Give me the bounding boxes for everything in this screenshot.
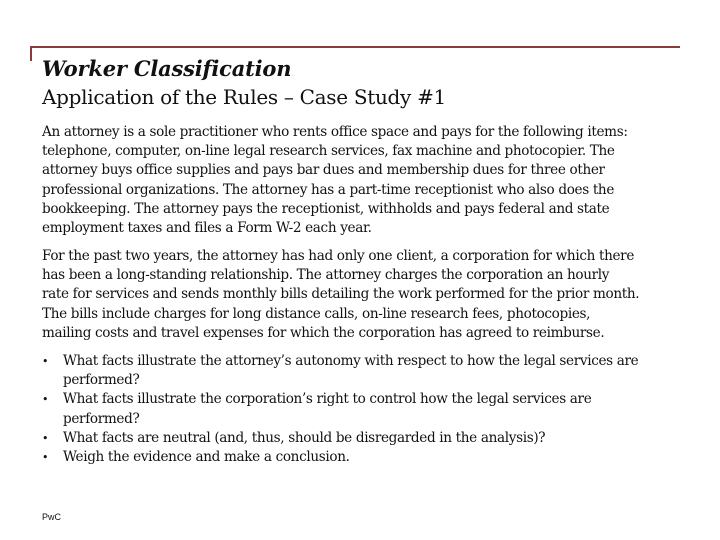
list-item-text: performed? xyxy=(63,410,140,427)
text-line: bookkeeping. The attorney pays the receptionist, withholds and pays federal and state xyxy=(42,200,610,217)
slide-subtitle: Application of the Rules – Case Study #1 xyxy=(42,85,446,109)
text-line: has been a long-standing relationship. The attorney charges the corporation an hourly xyxy=(42,267,610,284)
footer-logo-text: PwC xyxy=(42,512,62,522)
text-line: An attorney is a sole practitioner who rents office space and pays for the following items: xyxy=(42,124,628,140)
list-item-text: What facts illustrate the corporation’s right to control how the legal services are xyxy=(63,391,592,408)
question-list xyxy=(42,352,638,467)
bullet-icon: • xyxy=(42,355,49,368)
list-item-text: What facts illustrate the attorney’s autonomy with respect to how the legal services are xyxy=(63,353,639,369)
list-item xyxy=(42,448,638,467)
list-item xyxy=(42,390,638,409)
text-line: rate for services and sends monthly bills detailing the work performed for the prior month. xyxy=(42,286,640,303)
bullet-icon xyxy=(42,371,63,390)
text-line: mailing costs and travel expenses for which the corporation has agreed to reimburse. xyxy=(42,324,605,341)
bullet-icon: • xyxy=(42,451,49,465)
list-item-text: Weigh the evidence and make a conclusion. xyxy=(63,449,350,466)
header-rule xyxy=(30,46,680,48)
text-line: employment taxes and files a Form W-2 each year. xyxy=(42,220,372,237)
text-line: For the past two years, the attorney has had only one client, a corporation for which there xyxy=(42,248,635,264)
slide-title: Worker Classification xyxy=(42,56,292,81)
list-item-text: performed? xyxy=(63,372,140,389)
text-line: professional organizations. The attorney has a part-time receptionist who also does the xyxy=(42,181,615,198)
bullet-icon xyxy=(42,410,63,429)
list-item xyxy=(42,429,638,448)
paragraph-2 xyxy=(42,247,639,343)
text-line: The bills include charges for long distance calls, on-line research fees, photocopies, xyxy=(42,305,591,322)
list-item xyxy=(42,410,638,429)
text-line: telephone, computer, on-line legal research services, fax machine and photocopier. The xyxy=(42,143,615,160)
header-rule-tick xyxy=(30,46,32,61)
paragraph-1 xyxy=(42,123,628,238)
bullet-icon: • xyxy=(42,431,49,445)
list-item-text: What facts are neutral (and, thus, should be disregarded in the analysis)? xyxy=(63,429,546,446)
bullet-icon: • xyxy=(42,393,49,407)
list-item xyxy=(42,371,638,390)
text-line: attorney buys office supplies and pays bar dues and membership dues for three other xyxy=(42,162,605,179)
list-item xyxy=(42,352,638,371)
